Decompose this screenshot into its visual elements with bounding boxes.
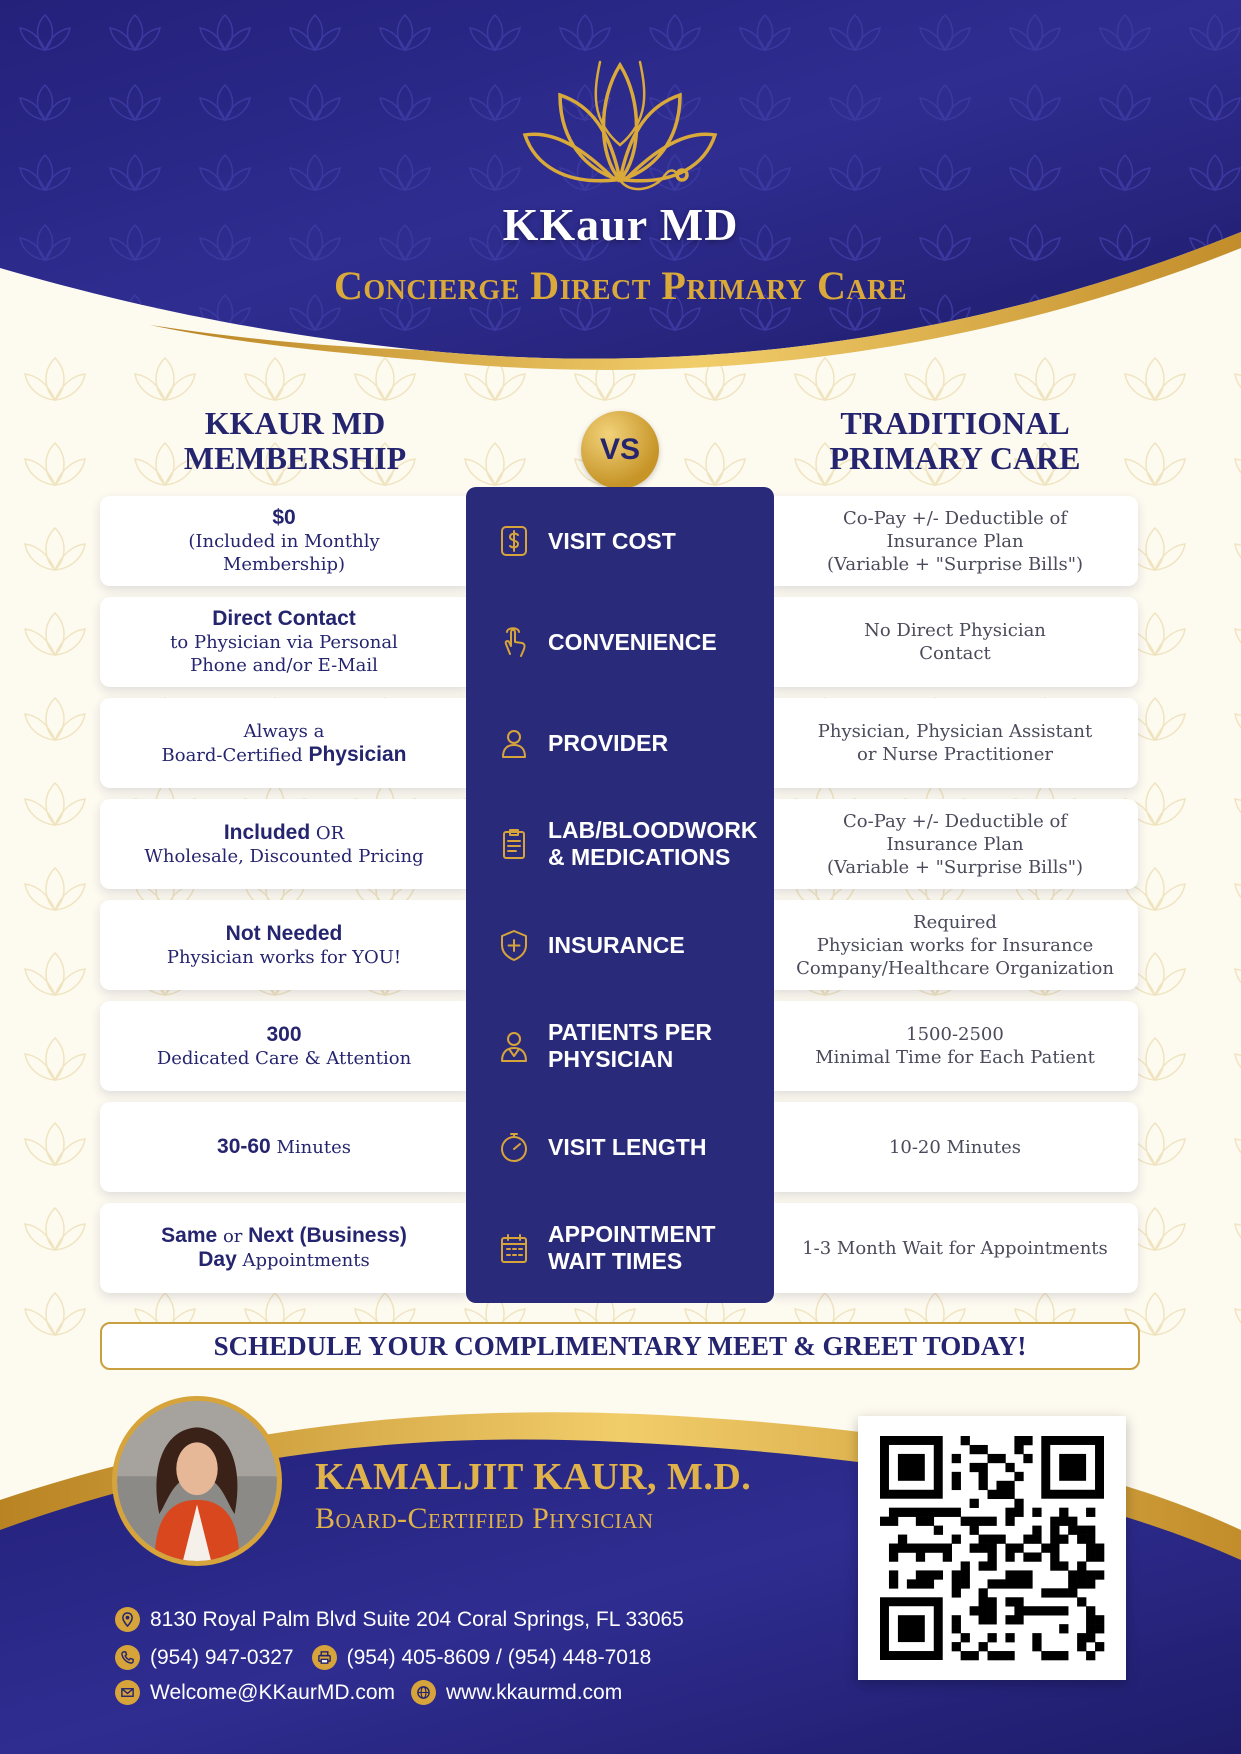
membership-cell-text: Included OR Wholesale, Discounted Pricing bbox=[144, 820, 424, 867]
email-web-line bbox=[115, 1680, 622, 1705]
cta-banner: SCHEDULE YOUR COMPLIMENTARY MEET & GREET TODAY! bbox=[100, 1322, 1140, 1370]
membership-cell-text: Not Needed Physician works for YOU! bbox=[166, 921, 402, 968]
left-column-header bbox=[155, 406, 435, 476]
membership-cell bbox=[100, 1203, 468, 1293]
right-column-header bbox=[814, 406, 1096, 476]
traditional-cell-text: Required Physician works for Insurance Company/Healthcare Organization bbox=[796, 911, 1114, 979]
traditional-cell-text: No Direct Physician Contact bbox=[864, 620, 1046, 664]
membership-cell bbox=[100, 799, 468, 889]
feature-label bbox=[496, 1001, 766, 1091]
doctor-photo bbox=[112, 1396, 282, 1566]
membership-cell-text: Direct Contact to Physician via Personal Phone and/or E-Mail bbox=[170, 607, 398, 676]
feature-label bbox=[496, 496, 766, 586]
traditional-cell bbox=[772, 1102, 1138, 1192]
person-icon bbox=[496, 725, 532, 761]
stopwatch-icon bbox=[496, 1129, 532, 1165]
traditional-cell bbox=[772, 496, 1138, 586]
right-header-line2: PRIMARY CARE bbox=[829, 440, 1081, 476]
feature-label bbox=[496, 1102, 766, 1192]
traditional-cell bbox=[772, 1001, 1138, 1091]
feature-label bbox=[496, 597, 766, 687]
membership-cell bbox=[100, 698, 468, 788]
traditional-cell-text: 1-3 Month Wait for Appointments bbox=[802, 1237, 1108, 1259]
website-link[interactable]: www.kkaurmd.com bbox=[446, 1680, 623, 1704]
membership-cell-text: 300 Dedicated Care & Attention bbox=[156, 1022, 412, 1069]
feature-label bbox=[496, 1203, 766, 1293]
feature-label bbox=[496, 900, 766, 990]
feature-text: VISIT LENGTH bbox=[548, 1133, 707, 1160]
traditional-cell-text: Physician, Physician Assistant or Nurse Practitioner bbox=[817, 721, 1093, 765]
right-header-line1: TRADITIONAL bbox=[840, 405, 1070, 441]
doctor-icon bbox=[496, 1028, 532, 1064]
fax-text: (954) 405-8609 / (954) 448-7018 bbox=[346, 1645, 652, 1669]
feature-text: INSURANCE bbox=[548, 931, 685, 958]
membership-cell-text: Always a Board-Certified Physician bbox=[161, 720, 407, 766]
fax-icon bbox=[312, 1645, 337, 1670]
globe-icon bbox=[411, 1680, 436, 1705]
feature-text: LAB/BLOODWORK & MEDICATIONS bbox=[548, 817, 758, 870]
traditional-cell-text: 1500-2500 Minimal Time for Each Patient bbox=[815, 1024, 1095, 1068]
membership-cell-text: $0 (Included in Monthly Membership) bbox=[188, 506, 380, 575]
feature-text: VISIT COST bbox=[548, 527, 676, 554]
doctor-name: KAMALJIT KAUR, M.D. bbox=[315, 1456, 752, 1498]
tagline: Concierge Direct Primary Care bbox=[333, 263, 908, 308]
shield-plus-icon bbox=[496, 927, 532, 963]
membership-cell bbox=[100, 1102, 468, 1192]
phone-icon bbox=[115, 1645, 140, 1670]
traditional-cell bbox=[772, 1203, 1138, 1293]
address-line bbox=[115, 1607, 684, 1632]
doctor-title: Board-Certified Physician bbox=[315, 1502, 654, 1535]
clipboard-icon bbox=[496, 826, 532, 862]
hand-tap-icon bbox=[496, 624, 532, 660]
membership-cell-text: 30-60 Minutes bbox=[217, 1135, 351, 1158]
calendar-icon bbox=[496, 1230, 532, 1266]
left-header-line1: KKAUR MD bbox=[204, 405, 386, 441]
envelope-icon bbox=[115, 1680, 140, 1705]
feature-text: PATIENTS PER PHYSICIAN bbox=[548, 1019, 712, 1072]
feature-text: APPOINTMENT WAIT TIMES bbox=[548, 1221, 716, 1274]
membership-cell bbox=[100, 597, 468, 687]
traditional-cell bbox=[772, 900, 1138, 990]
qr-code-icon bbox=[858, 1416, 1126, 1680]
traditional-cell bbox=[772, 597, 1138, 687]
traditional-cell-text: Co-Pay +/- Deductible of Insurance Plan (Variable + "Surprise Bills") bbox=[827, 810, 1083, 878]
traditional-cell bbox=[772, 698, 1138, 788]
feature-label bbox=[496, 698, 766, 788]
traditional-cell-text: Co-Pay +/- Deductible of Insurance Plan (Variable + "Surprise Bills") bbox=[827, 507, 1083, 575]
feature-label bbox=[496, 799, 766, 889]
address-text: 8130 Royal Palm Blvd Suite 204 Coral Springs, FL 33065 bbox=[150, 1607, 684, 1631]
vs-badge: VS bbox=[581, 411, 659, 489]
location-pin-icon bbox=[115, 1607, 140, 1632]
phone-link[interactable]: (954) 947-0327 bbox=[150, 1645, 294, 1669]
membership-cell-text: Same or Next (Business) Day Appointments bbox=[161, 1224, 407, 1271]
left-header-line2: MEMBERSHIP bbox=[183, 440, 407, 476]
brand-title: KKaur MD bbox=[502, 199, 739, 250]
phone-line bbox=[115, 1645, 651, 1670]
membership-cell bbox=[100, 1001, 468, 1091]
email-link[interactable]: Welcome@KKaurMD.com bbox=[150, 1680, 395, 1704]
traditional-cell bbox=[772, 799, 1138, 889]
feature-column bbox=[466, 487, 774, 1303]
feature-text: PROVIDER bbox=[548, 729, 669, 756]
membership-cell bbox=[100, 496, 468, 586]
dollar-icon bbox=[496, 523, 532, 559]
traditional-cell-text: 10-20 Minutes bbox=[888, 1136, 1022, 1158]
qr-code[interactable] bbox=[858, 1416, 1126, 1680]
membership-cell bbox=[100, 900, 468, 990]
doctor-portrait-icon bbox=[117, 1401, 277, 1561]
feature-text: CONVENIENCE bbox=[548, 628, 717, 655]
